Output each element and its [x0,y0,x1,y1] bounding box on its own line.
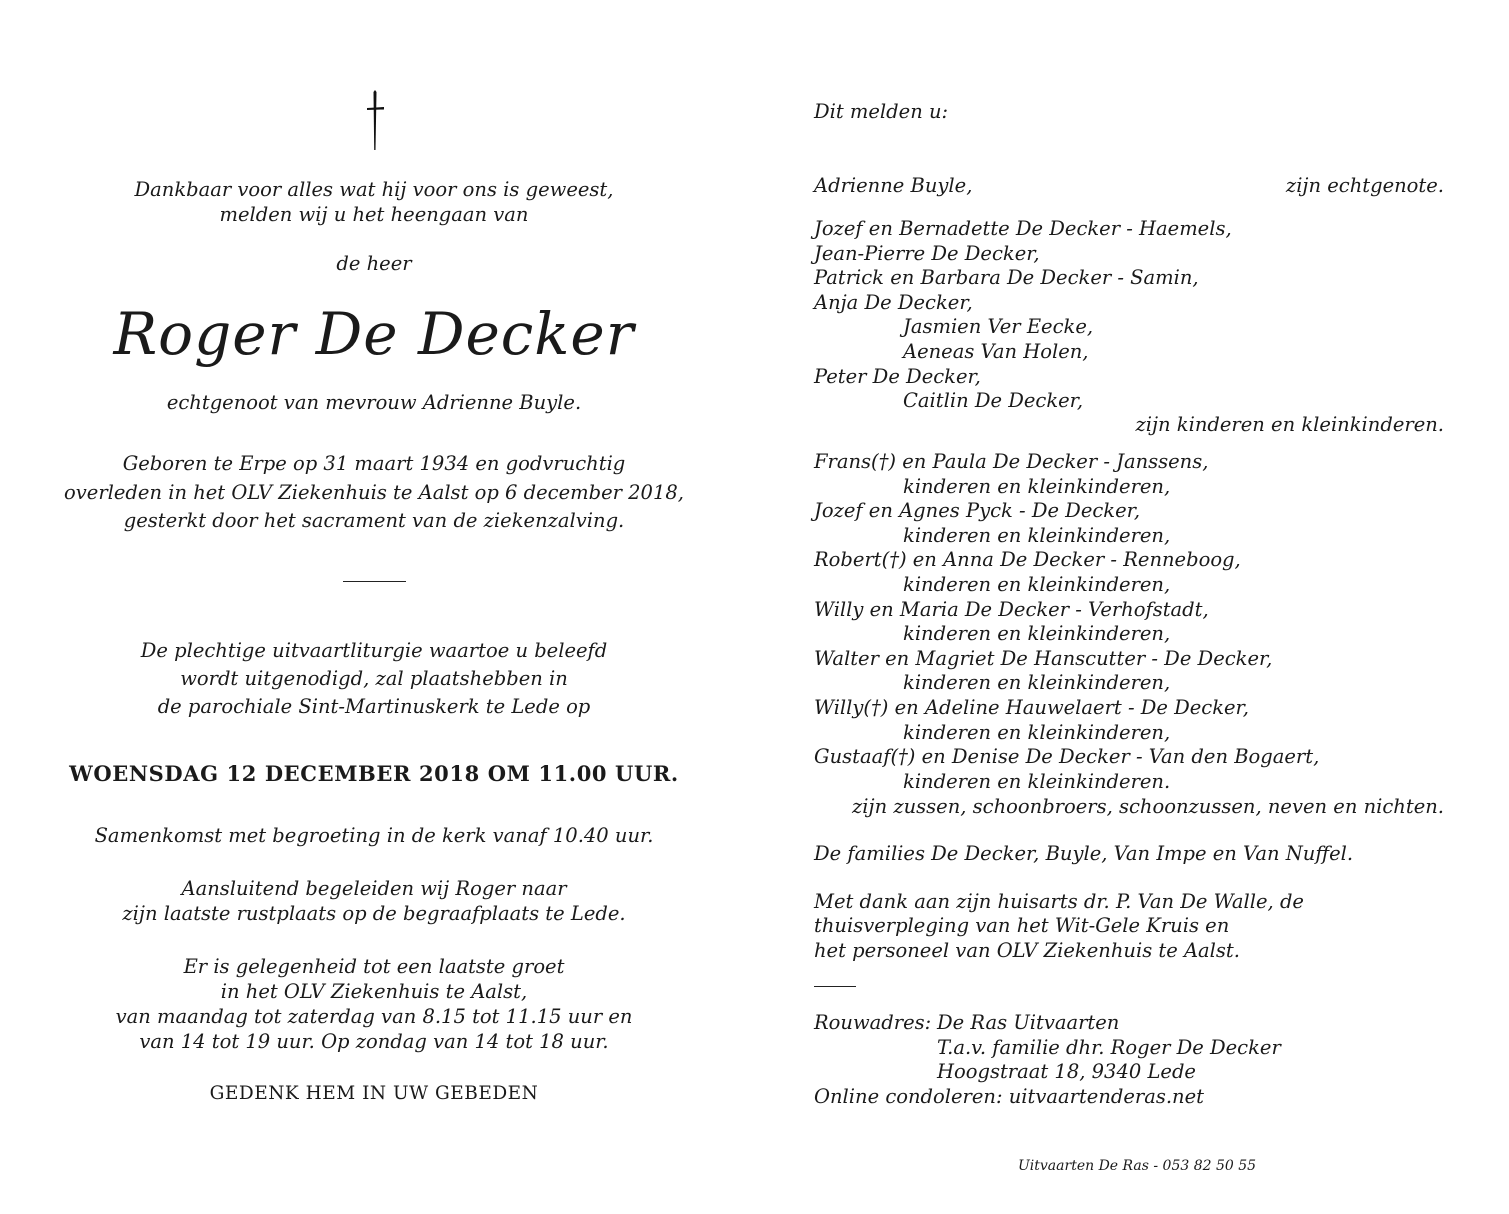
closing-prayer: GEDENK HEM IN UW GEBEDEN [209,1083,539,1104]
thanks-line-1: Met dank aan zijn huisarts dr. P. Van De Walle, de [814,890,1304,913]
list-item: kinderen en kleinkinderen, [903,671,1171,695]
list-item: kinderen en kleinkinderen, [903,720,1171,744]
burial-line-1: Aansluitend begeleiden wij Roger naar [181,877,567,900]
list-item: Patrick en Barbara De Decker - Samin, [814,266,1199,290]
visit-line-1: Er is gelegenheid tot een laatste groet [183,955,565,978]
announcement-header: Dit melden u: [814,100,949,123]
list-item: kinderen en kleinkinderen, [903,622,1171,646]
list-item: Aeneas Van Holen, [903,340,1089,363]
spouse-line: echtgenoot van mevrouw Adrienne Buyle. [166,391,582,414]
address-line-2: T.a.v. familie dhr. Roger De Decker [937,1036,1281,1059]
thanks-line-3: het personeel van OLV Ziekenhuis te Aalst. [814,939,1240,962]
list-item: Robert(†) en Anna De Decker - Renneboog, [814,548,1241,572]
deceased-name: Roger De Decker [113,300,635,368]
title-honorific: de heer [336,252,412,275]
liturgy-line-2: wordt uitgenodigd, zal plaatshebben in [180,667,568,690]
intro-line-2: melden wij u het heengaan van [219,203,529,226]
list-item: kinderen en kleinkinderen, [903,523,1171,547]
birth-line-2: overleden in het OLV Ziekenhuis te Aalst op 6 december 2018, [64,481,684,504]
online-condolences: Online condoleren: uitvaartenderas.net [814,1085,1204,1108]
visit-line-3: van maandag tot zaterdag van 8.15 tot 11.15 uur en [115,1005,633,1028]
footer-contact: Uitvaarten De Ras - 053 82 50 55 [1018,1158,1257,1174]
funeral-date: WOENSDAG 12 DECEMBER 2018 OM 11.00 UUR. [69,761,679,786]
address-label: Rouwadres: [814,1011,932,1034]
cross-icon [340,88,410,152]
liturgy-line-3: de parochiale Sint-Martinuskerk te Lede op [157,695,591,718]
visit-line-2: in het OLV Ziekenhuis te Aalst, [220,980,528,1003]
address-line-3: Hoogstraat 18, 9340 Lede [937,1060,1196,1083]
intro-line-1: Dankbaar voor alles wat hij voor ons is geweest, [134,178,614,201]
visit-line-4: van 14 tot 19 uur. Op zondag van 14 tot 18 uur. [139,1030,609,1053]
gathering-line: Samenkomst met begroeting in de kerk vanaf 10.40 uur. [94,824,654,847]
burial-line-2: zijn laatste rustplaats op de begraafplaats te Lede. [122,902,626,925]
liturgy-line-1: De plechtige uitvaartliturgie waartoe u beleefd [140,639,608,662]
birth-line-1: Geboren te Erpe op 31 maart 1934 en godvruchtig [122,452,626,475]
list-item: kinderen en kleinkinderen, [903,573,1171,596]
divider-rule-right [814,986,856,987]
divider-rule [343,581,406,582]
list-item: Peter De Decker, [814,364,981,388]
list-item: Anja De Decker, [814,290,973,314]
list-item: Jozef en Agnes Pyck - De Decker, [814,499,1141,523]
birth-line-3: gesterkt door het sacrament van de ziekenzalving. [123,509,625,532]
siblings-role: zijn zussen, schoonbroers, schoonzussen, neven en nichten. [852,795,1444,818]
list-item: Walter en Magriet De Hanscutter - De Decker, [814,646,1273,670]
thanks-line-2: thuisverpleging van het Wit-Gele Kruis en [814,914,1230,937]
spouse-role: zijn echtgenote. [1285,174,1444,197]
address-line-1: De Ras Uitvaarten [937,1011,1120,1034]
list-item: Gustaaf(†) en Denise De Decker - Van den Bogaert, [814,745,1320,769]
list-item: kinderen en kleinkinderen. [903,769,1171,793]
children-role: zijn kinderen en kleinkinderen. [1135,413,1444,436]
list-item: Jozef en Bernadette De Decker - Haemels, [814,217,1232,240]
list-item: Frans(†) en Paula De Decker - Janssens, [814,450,1209,473]
list-item: Caitlin De Decker, [903,389,1084,413]
list-item: Willy(†) en Adeline Hauwelaert - De Decker, [814,696,1249,719]
list-item: Jean-Pierre De Decker, [814,241,1040,265]
list-item: Jasmien Ver Eecke, [903,315,1094,339]
spouse-name: Adrienne Buyle, [814,174,973,197]
list-item: Willy en Maria De Decker - Verhofstadt, [814,597,1209,621]
list-item: kinderen en kleinkinderen, [903,474,1171,498]
families-line: De families De Decker, Buyle, Van Impe en Van Nuffel. [814,842,1354,865]
